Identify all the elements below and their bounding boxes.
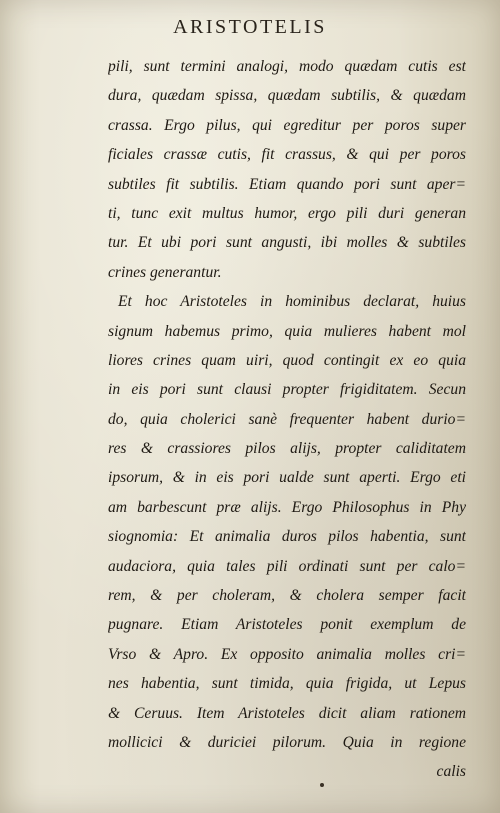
text-line: crines generantur. <box>108 263 222 281</box>
text-line: crassa. Ergo pilus, qui egreditur per poros super <box>108 116 466 134</box>
text-line: dura, quædam spissa, quædam subtilis, & quædam <box>108 87 466 105</box>
text-line: signum habemus primo, quia mulieres habent mol <box>108 322 466 340</box>
text-line: audaciora, quia tales pili ordinati sunt per calo= <box>108 557 466 575</box>
text-line: & Ceruus. Item Aristoteles dicit aliam rationem <box>108 704 466 722</box>
text-line: pugnare. Etiam Aristoteles ponit exemplum de <box>108 616 466 634</box>
ink-dot <box>320 783 324 787</box>
text-line: mollicici & duriciei pilorum. Quia in regione <box>108 733 466 751</box>
body-text <box>108 52 466 787</box>
text-line: nes habentia, sunt timida, quia frigida, ut Lepus <box>108 675 466 693</box>
text-line: res & crassiores pilos alijs, propter caliditatem <box>108 440 466 458</box>
text-line: rem, & per choleram, & cholera semper facit <box>108 587 466 605</box>
text-line: Et hoc Aristoteles in hominibus declarat, huius <box>118 293 466 311</box>
text-line: do, quia cholerici sanè frequenter habent durio= <box>108 410 466 428</box>
text-line: Vrso & Apro. Ex opposito animalia molles cri= <box>108 645 466 663</box>
text-line: am barbescunt præ alijs. Ergo Philosophus in Phy <box>108 498 466 516</box>
text-line: ipsorum, & in eis pori ualde sunt aperti. Ergo eti <box>108 469 466 487</box>
text-line: tur. Et ubi pori sunt angusti, ibi molles & subtiles <box>108 234 466 252</box>
text-line: ficiales crassæ cutis, fit crassus, & qui per poros <box>108 146 466 164</box>
text-line: ti, tunc exit multus humor, ergo pili duri generan <box>108 204 466 222</box>
text-line: subtiles fit subtilis. Etiam quando pori sunt aper= <box>108 175 466 193</box>
text-line: in eis pori sunt clausi propter frigiditatem. Secun <box>108 381 466 399</box>
catchword: calis <box>436 763 466 781</box>
text-line: liores crines quam uiri, quod contingit ex eo quia <box>108 351 466 369</box>
running-head: ARISTOTELIS <box>173 16 327 38</box>
text-line: siognomia: Et animalia duros pilos habentia, sunt <box>108 528 466 546</box>
text-line: pili, sunt termini analogi, modo quædam cutis est <box>108 58 466 75</box>
